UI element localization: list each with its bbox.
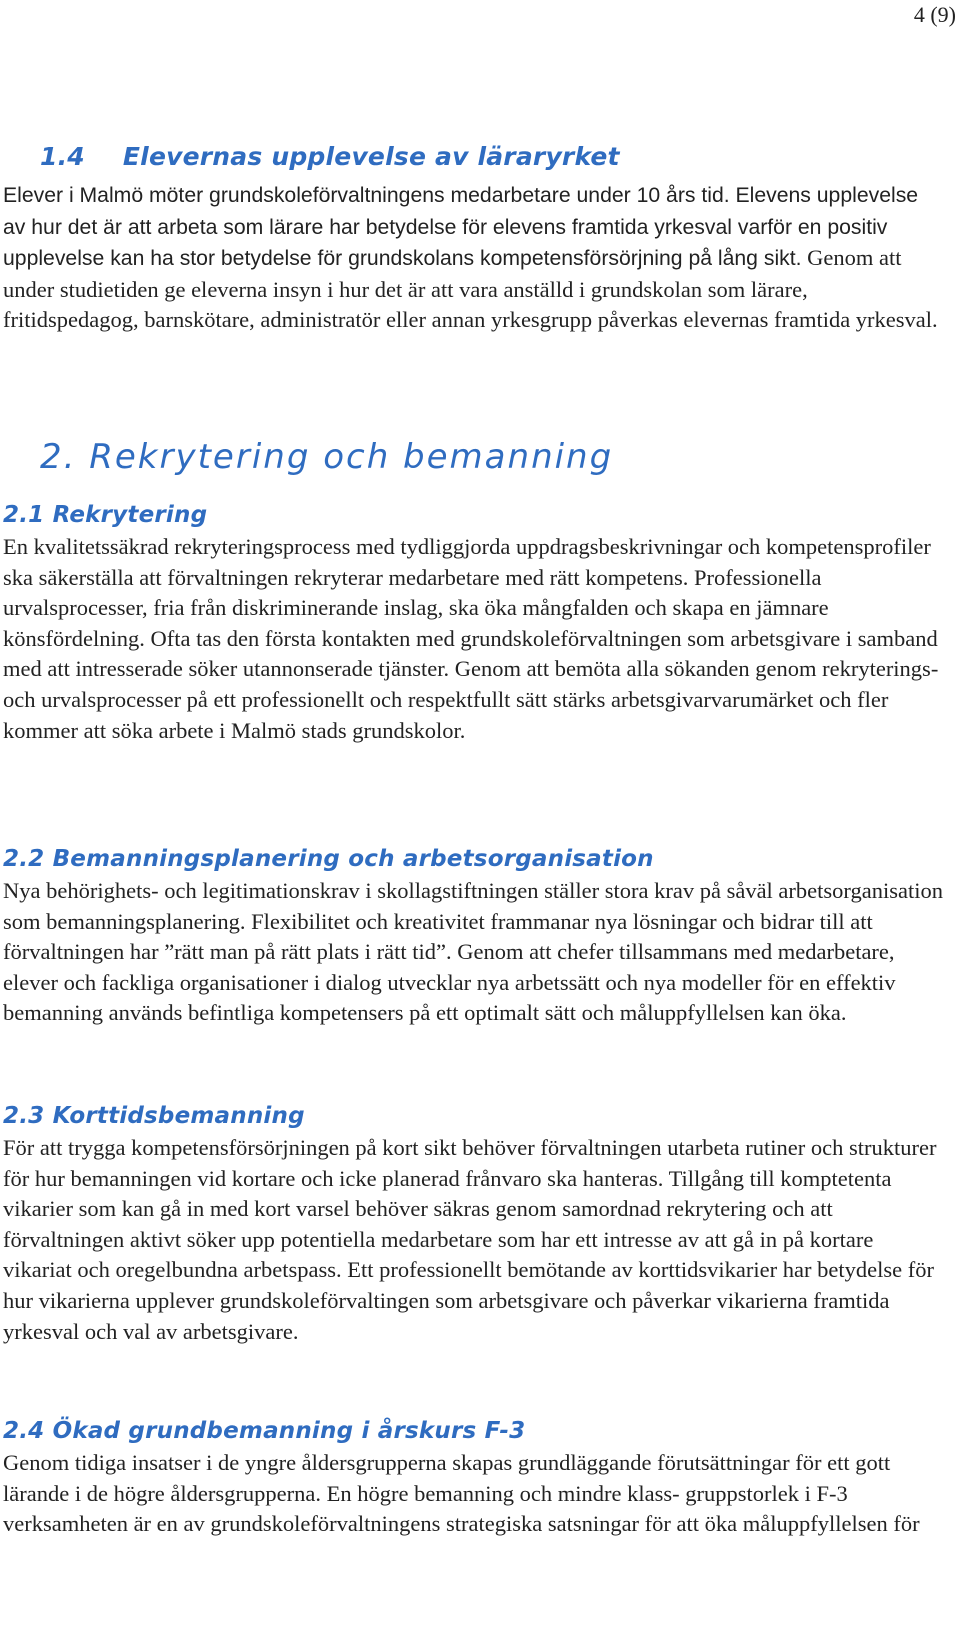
paragraph: Nya behörighets- och legitimationskrav i skollagstiftningen ställer stora krav på såväl arbetsorganisation som bemanningsplanering. Flexibilitet och kreativitet frammanar nya lösningar och bidrar till att förvaltningen har ”rätt man på rätt plats i rätt tid”. Genom att chefer tillsammans med medarbetare, elever och fackliga organisationer i dialog utvecklar nya arbetssätt och nya modeller för en effektiv bemanning används befintliga kompetensers på ett optimalt sätt och måluppfyllelsen kan öka. (3, 878, 943, 1026)
subsection-number: 2.4 (3, 1418, 45, 1444)
paragraph-sans-part: Elever i Malmö möter grundskoleförvaltningens medarbetare under 10 års tid. Elevens upplevelse av hur det är att arbeta som lärare har betydelse för elevens framtida yrkesval varför en positiv upplevelse kan ha stor betydelse för grundskolans kompetensförsörjning på lång sikt. (3, 184, 919, 271)
subsection-2-4-body (3, 1448, 943, 1540)
subsection-heading-2-3 (3, 1103, 305, 1129)
paragraph: Genom tidiga insatser i de yngre åldersgrupperna skapas grundläggande förutsättningar för ett gott lärande i de högre åldersgrupperna. En högre bemanning och mindre klass- gruppstorlek i F-3 verksamheten är en av grundskoleförvaltningens strategiska satsningar för att öka måluppfyllelsen för (3, 1450, 920, 1537)
paragraph-serif-part: Genom att under studietiden ge eleverna insyn i hur det är att vara anställd i grundskolan som lärare, fritidspedagog, barnskötare, administratör eller annan yrkesgrupp påverkas elevernas framtida yrkesval. (3, 245, 938, 333)
chapter-title: Rekrytering och bemanning (89, 437, 614, 477)
subsection-number: 2.3 (3, 1103, 45, 1129)
chapter-heading (40, 437, 613, 477)
subsection-number: 2.1 (3, 502, 45, 528)
subsection-2-3-body (3, 1133, 943, 1347)
paragraph (3, 180, 943, 336)
section-number: 1.4 (40, 142, 85, 171)
paragraph: En kvalitetssäkrad rekryteringsprocess med tydliggjorda uppdragsbeskrivningar och kompetensprofiler ska säkerställa att förvaltningen rekryterar medarbetare med rätt kompetens. Professionella urvalsprocesser, fria från diskriminerande inslag, ska öka mångfalden och skapa en jämnare könsfördelning. Ofta tas den första kontakten med grundskoleförvaltningen som arbetsgivare i samband med att intresserade söker utannonserade tjänster. Genom att bemöta alla sökanden genom rekryterings- och urvalsprocesser på ett professionellt och respektfullt sätt stärks arbetsgivarvarumärket och fler kommer att söka arbete i Malmö stads grundskolor. (3, 534, 939, 743)
chapter-number: 2. (40, 437, 77, 477)
subsection-title: Bemanningsplanering och arbetsorganisation (52, 846, 654, 872)
page-number: 4 (9) (913, 2, 956, 27)
section-heading-1-4 (40, 142, 620, 171)
subsection-heading-2-2 (3, 846, 654, 872)
subsection-2-2-body (3, 876, 943, 1029)
paragraph: För att trygga kompetensförsörjningen på kort sikt behöver förvaltningen utarbeta rutiner och strukturer för hur bemanningen vid kortare och icke planerad frånvaro ska hanteras. Tillgång till komptetenta vikarier som kan gå in med kort varsel behöver säkras genom samordnad rekrytering och att förvaltningen aktivt söker upp potentiella medarbetare som har ett intresse av att gå in på kortare vikariat och oregelbundna arbetspass. Ett professionellt bemötande av korttidsvikarier har betydelse för hur vikarierna upplever grundskoleförvaltingen som arbetsgivare och påverkar vikarierna framtida yrkesval och val av arbetsgivare. (3, 1135, 937, 1344)
subsection-title: Rekrytering (52, 502, 208, 528)
section-1-4-body (3, 180, 943, 336)
section-title: Elevernas upplevelse av läraryrket (122, 142, 620, 171)
subsection-title: Ökad grundbemanning i årskurs F-3 (52, 1418, 526, 1444)
subsection-title: Korttidsbemanning (52, 1103, 305, 1129)
subsection-heading-2-4 (3, 1418, 525, 1444)
subsection-number: 2.2 (3, 846, 45, 872)
subsection-2-1-body (3, 532, 943, 746)
subsection-heading-2-1 (3, 502, 207, 528)
